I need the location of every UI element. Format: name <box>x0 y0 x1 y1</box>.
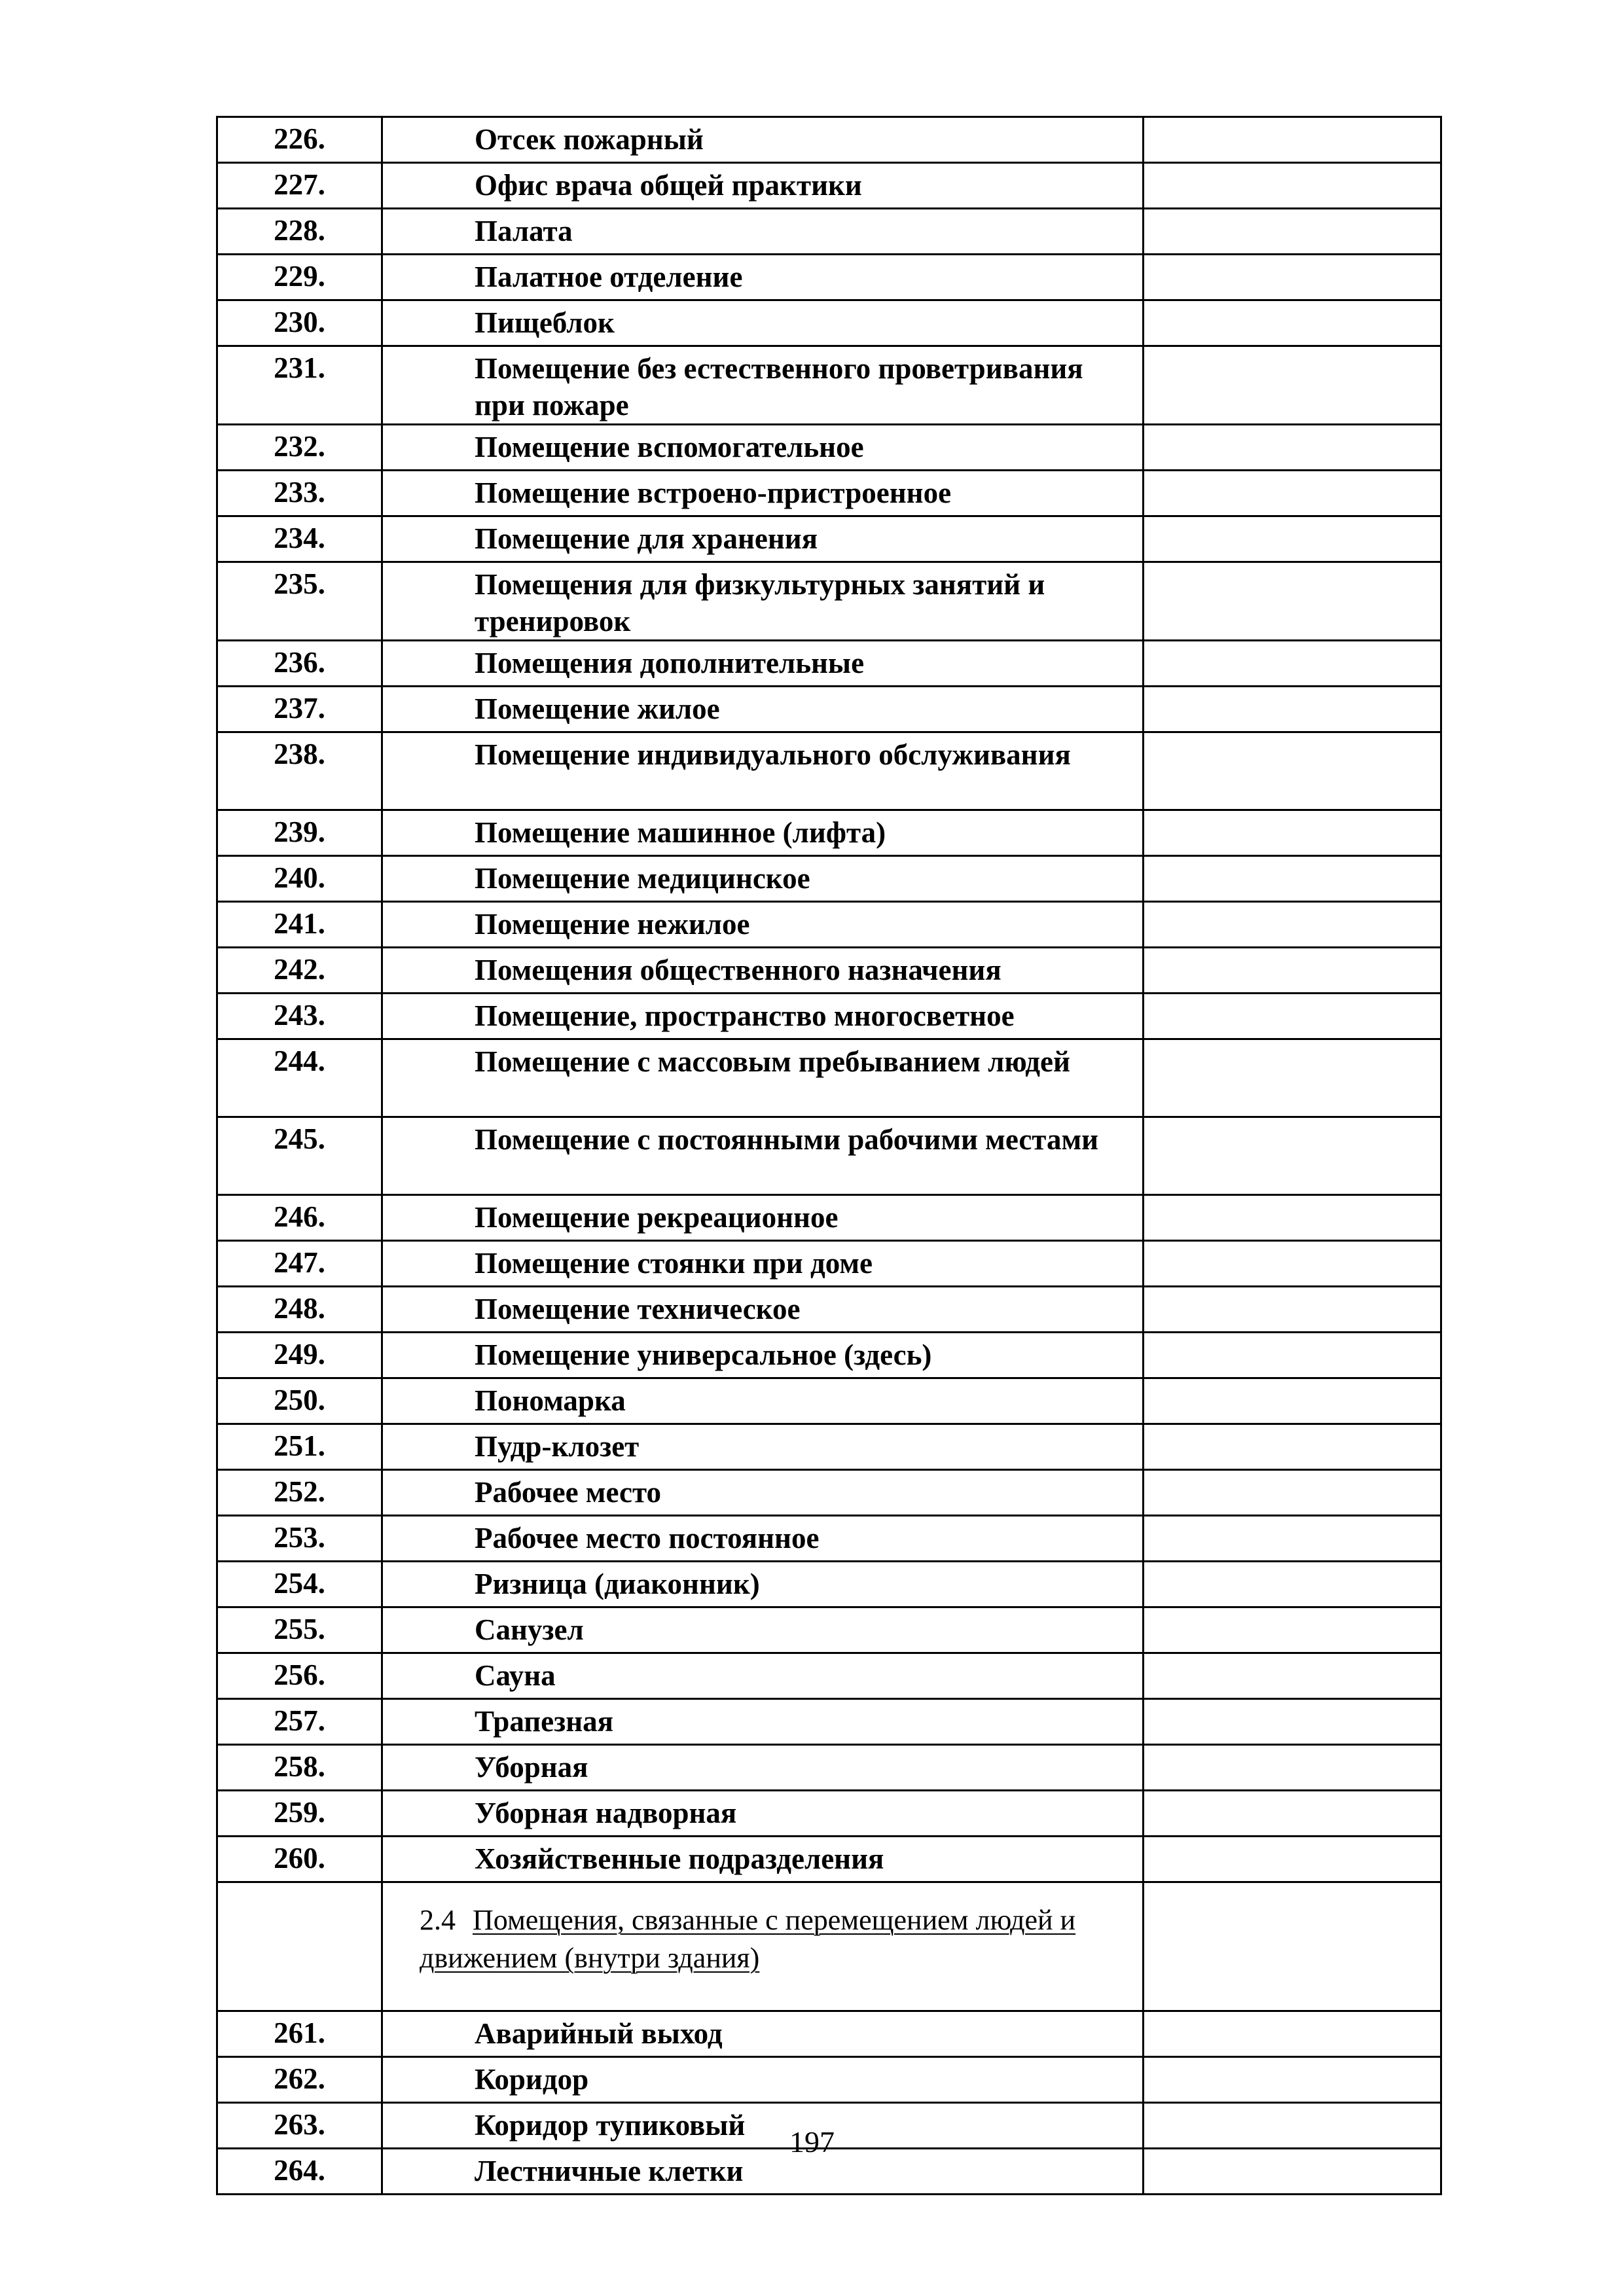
empty-cell <box>217 1882 382 2011</box>
table-row <box>217 163 1441 209</box>
empty-cell <box>1144 516 1441 562</box>
table-row <box>217 209 1441 255</box>
term-name: Помещения для физкультурных занятий и тренировок <box>382 562 1144 641</box>
term-name: Помещение медицинское <box>382 856 1144 902</box>
term-name: Палатное отделение <box>382 255 1144 300</box>
term-name: Отсек пожарный <box>382 117 1144 163</box>
table-row <box>217 948 1441 994</box>
empty-cell <box>1144 1195 1441 1241</box>
row-number: 249. <box>217 1333 382 1378</box>
terms-table <box>216 116 1442 2195</box>
row-number: 252. <box>217 1470 382 1516</box>
row-number: 264. <box>217 2149 382 2195</box>
empty-cell <box>1144 300 1441 346</box>
term-name: Помещение без естественного проветривания при пожаре <box>382 346 1144 425</box>
empty-cell <box>1144 1562 1441 1607</box>
row-number: 247. <box>217 1241 382 1287</box>
empty-cell <box>1144 1699 1441 1745</box>
table-row <box>217 1378 1441 1424</box>
table-row <box>217 641 1441 687</box>
term-name: Помещение машинное (лифта) <box>382 810 1144 856</box>
table-row <box>217 1039 1441 1117</box>
empty-cell <box>1144 471 1441 516</box>
term-name: Рабочее место <box>382 1470 1144 1516</box>
term-name: Пономарка <box>382 1378 1144 1424</box>
empty-cell <box>1144 1516 1441 1562</box>
table-row <box>217 117 1441 163</box>
row-number: 246. <box>217 1195 382 1241</box>
row-number: 238. <box>217 732 382 810</box>
empty-cell <box>1144 687 1441 732</box>
row-number: 241. <box>217 902 382 948</box>
row-number: 244. <box>217 1039 382 1117</box>
row-number: 248. <box>217 1287 382 1333</box>
empty-cell <box>1144 1424 1441 1470</box>
row-number: 261. <box>217 2011 382 2057</box>
table-row <box>217 1562 1441 1607</box>
term-name: Помещение встроено-пристроенное <box>382 471 1144 516</box>
empty-cell <box>1144 1117 1441 1195</box>
term-name: Помещение рекреационное <box>382 1195 1144 1241</box>
table-row <box>217 471 1441 516</box>
row-number: 233. <box>217 471 382 516</box>
table-row <box>217 562 1441 641</box>
table-row <box>217 1699 1441 1745</box>
term-name: Аварийный выход <box>382 2011 1144 2057</box>
table-row <box>217 732 1441 810</box>
empty-cell <box>1144 117 1441 163</box>
table-row <box>217 902 1441 948</box>
table-row <box>217 1607 1441 1653</box>
table-row <box>217 516 1441 562</box>
table-row <box>217 425 1441 471</box>
row-number: 255. <box>217 1607 382 1653</box>
empty-cell <box>1144 1470 1441 1516</box>
term-name: Трапезная <box>382 1699 1144 1745</box>
term-name: Помещение жилое <box>382 687 1144 732</box>
table-row <box>217 1470 1441 1516</box>
term-name: Помещения дополнительные <box>382 641 1144 687</box>
empty-cell <box>1144 1837 1441 1882</box>
empty-cell <box>1144 2057 1441 2103</box>
row-number: 229. <box>217 255 382 300</box>
row-number: 257. <box>217 1699 382 1745</box>
table-row <box>217 255 1441 300</box>
empty-cell <box>1144 1039 1441 1117</box>
section-title: Помещения, связанные с перемещением людей и движением (внутри здания) <box>420 1904 1076 1974</box>
row-number: 254. <box>217 1562 382 1607</box>
row-number: 227. <box>217 163 382 209</box>
table-row <box>217 1791 1441 1837</box>
term-name: Помещение для хранения <box>382 516 1144 562</box>
row-number: 256. <box>217 1653 382 1699</box>
row-number: 263. <box>217 2103 382 2149</box>
row-number: 232. <box>217 425 382 471</box>
table-row <box>217 1745 1441 1791</box>
row-number: 236. <box>217 641 382 687</box>
term-name: Уборная надворная <box>382 1791 1144 1837</box>
empty-cell <box>1144 1378 1441 1424</box>
term-name: Помещение нежилое <box>382 902 1144 948</box>
row-number: 242. <box>217 948 382 994</box>
empty-cell <box>1144 1287 1441 1333</box>
table-row <box>217 1653 1441 1699</box>
row-number: 239. <box>217 810 382 856</box>
empty-cell <box>1144 810 1441 856</box>
row-number: 228. <box>217 209 382 255</box>
empty-cell <box>1144 163 1441 209</box>
table-row <box>217 1287 1441 1333</box>
empty-cell <box>1144 856 1441 902</box>
section-row <box>217 1882 1441 2011</box>
term-name: Палата <box>382 209 1144 255</box>
empty-cell <box>1144 255 1441 300</box>
row-number: 240. <box>217 856 382 902</box>
row-number: 226. <box>217 117 382 163</box>
term-name: Офис врача общей практики <box>382 163 1144 209</box>
row-number: 235. <box>217 562 382 641</box>
term-name: Хозяйственные подразделения <box>382 1837 1144 1882</box>
empty-cell <box>1144 2011 1441 2057</box>
term-name: Коридор <box>382 2057 1144 2103</box>
empty-cell <box>1144 948 1441 994</box>
section-heading <box>382 1882 1144 2011</box>
term-name: Помещение с массовым пребыванием людей <box>382 1039 1144 1117</box>
table-row <box>217 1195 1441 1241</box>
term-name: Пищеблок <box>382 300 1144 346</box>
term-name: Помещение стоянки при доме <box>382 1241 1144 1287</box>
table-row <box>217 1424 1441 1470</box>
row-number: 250. <box>217 1378 382 1424</box>
page-number: 197 <box>789 2125 835 2159</box>
empty-cell <box>1144 1791 1441 1837</box>
term-name: Помещения общественного назначения <box>382 948 1144 994</box>
empty-cell <box>1144 425 1441 471</box>
term-name: Сауна <box>382 1653 1144 1699</box>
term-name: Помещение индивидуального обслуживания <box>382 732 1144 810</box>
term-name: Пудр-клозет <box>382 1424 1144 1470</box>
row-number: 259. <box>217 1791 382 1837</box>
table-row <box>217 1117 1441 1195</box>
empty-cell <box>1144 1241 1441 1287</box>
row-number: 262. <box>217 2057 382 2103</box>
term-name: Ризница (диаконник) <box>382 1562 1144 1607</box>
row-number: 260. <box>217 1837 382 1882</box>
row-number: 230. <box>217 300 382 346</box>
empty-cell <box>1144 1882 1441 2011</box>
table-row <box>217 2011 1441 2057</box>
term-name: Рабочее место постоянное <box>382 1516 1144 1562</box>
term-name: Помещение техническое <box>382 1287 1144 1333</box>
table-row <box>217 856 1441 902</box>
term-name: Лестничные клетки <box>382 2149 1144 2195</box>
table-row <box>217 1516 1441 1562</box>
table-row <box>217 687 1441 732</box>
empty-cell <box>1144 1653 1441 1699</box>
row-number: 234. <box>217 516 382 562</box>
section-number: 2.4 <box>420 1904 456 1936</box>
empty-cell <box>1144 209 1441 255</box>
empty-cell <box>1144 641 1441 687</box>
table-row <box>217 1837 1441 1882</box>
term-name: Помещение с постоянными рабочими местами <box>382 1117 1144 1195</box>
row-number: 231. <box>217 346 382 425</box>
term-name: Коридор тупиковый <box>382 2103 1144 2149</box>
empty-cell <box>1144 1745 1441 1791</box>
table-row <box>217 1333 1441 1378</box>
table-row <box>217 1241 1441 1287</box>
row-number: 245. <box>217 1117 382 1195</box>
term-name: Помещение универсальное (здесь) <box>382 1333 1144 1378</box>
table-row <box>217 2057 1441 2103</box>
empty-cell <box>1144 1333 1441 1378</box>
empty-cell <box>1144 1607 1441 1653</box>
empty-cell <box>1144 562 1441 641</box>
table-row <box>217 994 1441 1039</box>
empty-cell <box>1144 902 1441 948</box>
table-row <box>217 346 1441 425</box>
term-name: Помещение вспомогательное <box>382 425 1144 471</box>
table-row <box>217 300 1441 346</box>
term-name: Помещение, пространство многосветное <box>382 994 1144 1039</box>
row-number: 258. <box>217 1745 382 1791</box>
empty-cell <box>1144 994 1441 1039</box>
row-number: 253. <box>217 1516 382 1562</box>
term-name: Уборная <box>382 1745 1144 1791</box>
row-number: 237. <box>217 687 382 732</box>
table-row <box>217 810 1441 856</box>
row-number: 243. <box>217 994 382 1039</box>
row-number: 251. <box>217 1424 382 1470</box>
term-name: Санузел <box>382 1607 1144 1653</box>
empty-cell <box>1144 732 1441 810</box>
empty-cell <box>1144 346 1441 425</box>
